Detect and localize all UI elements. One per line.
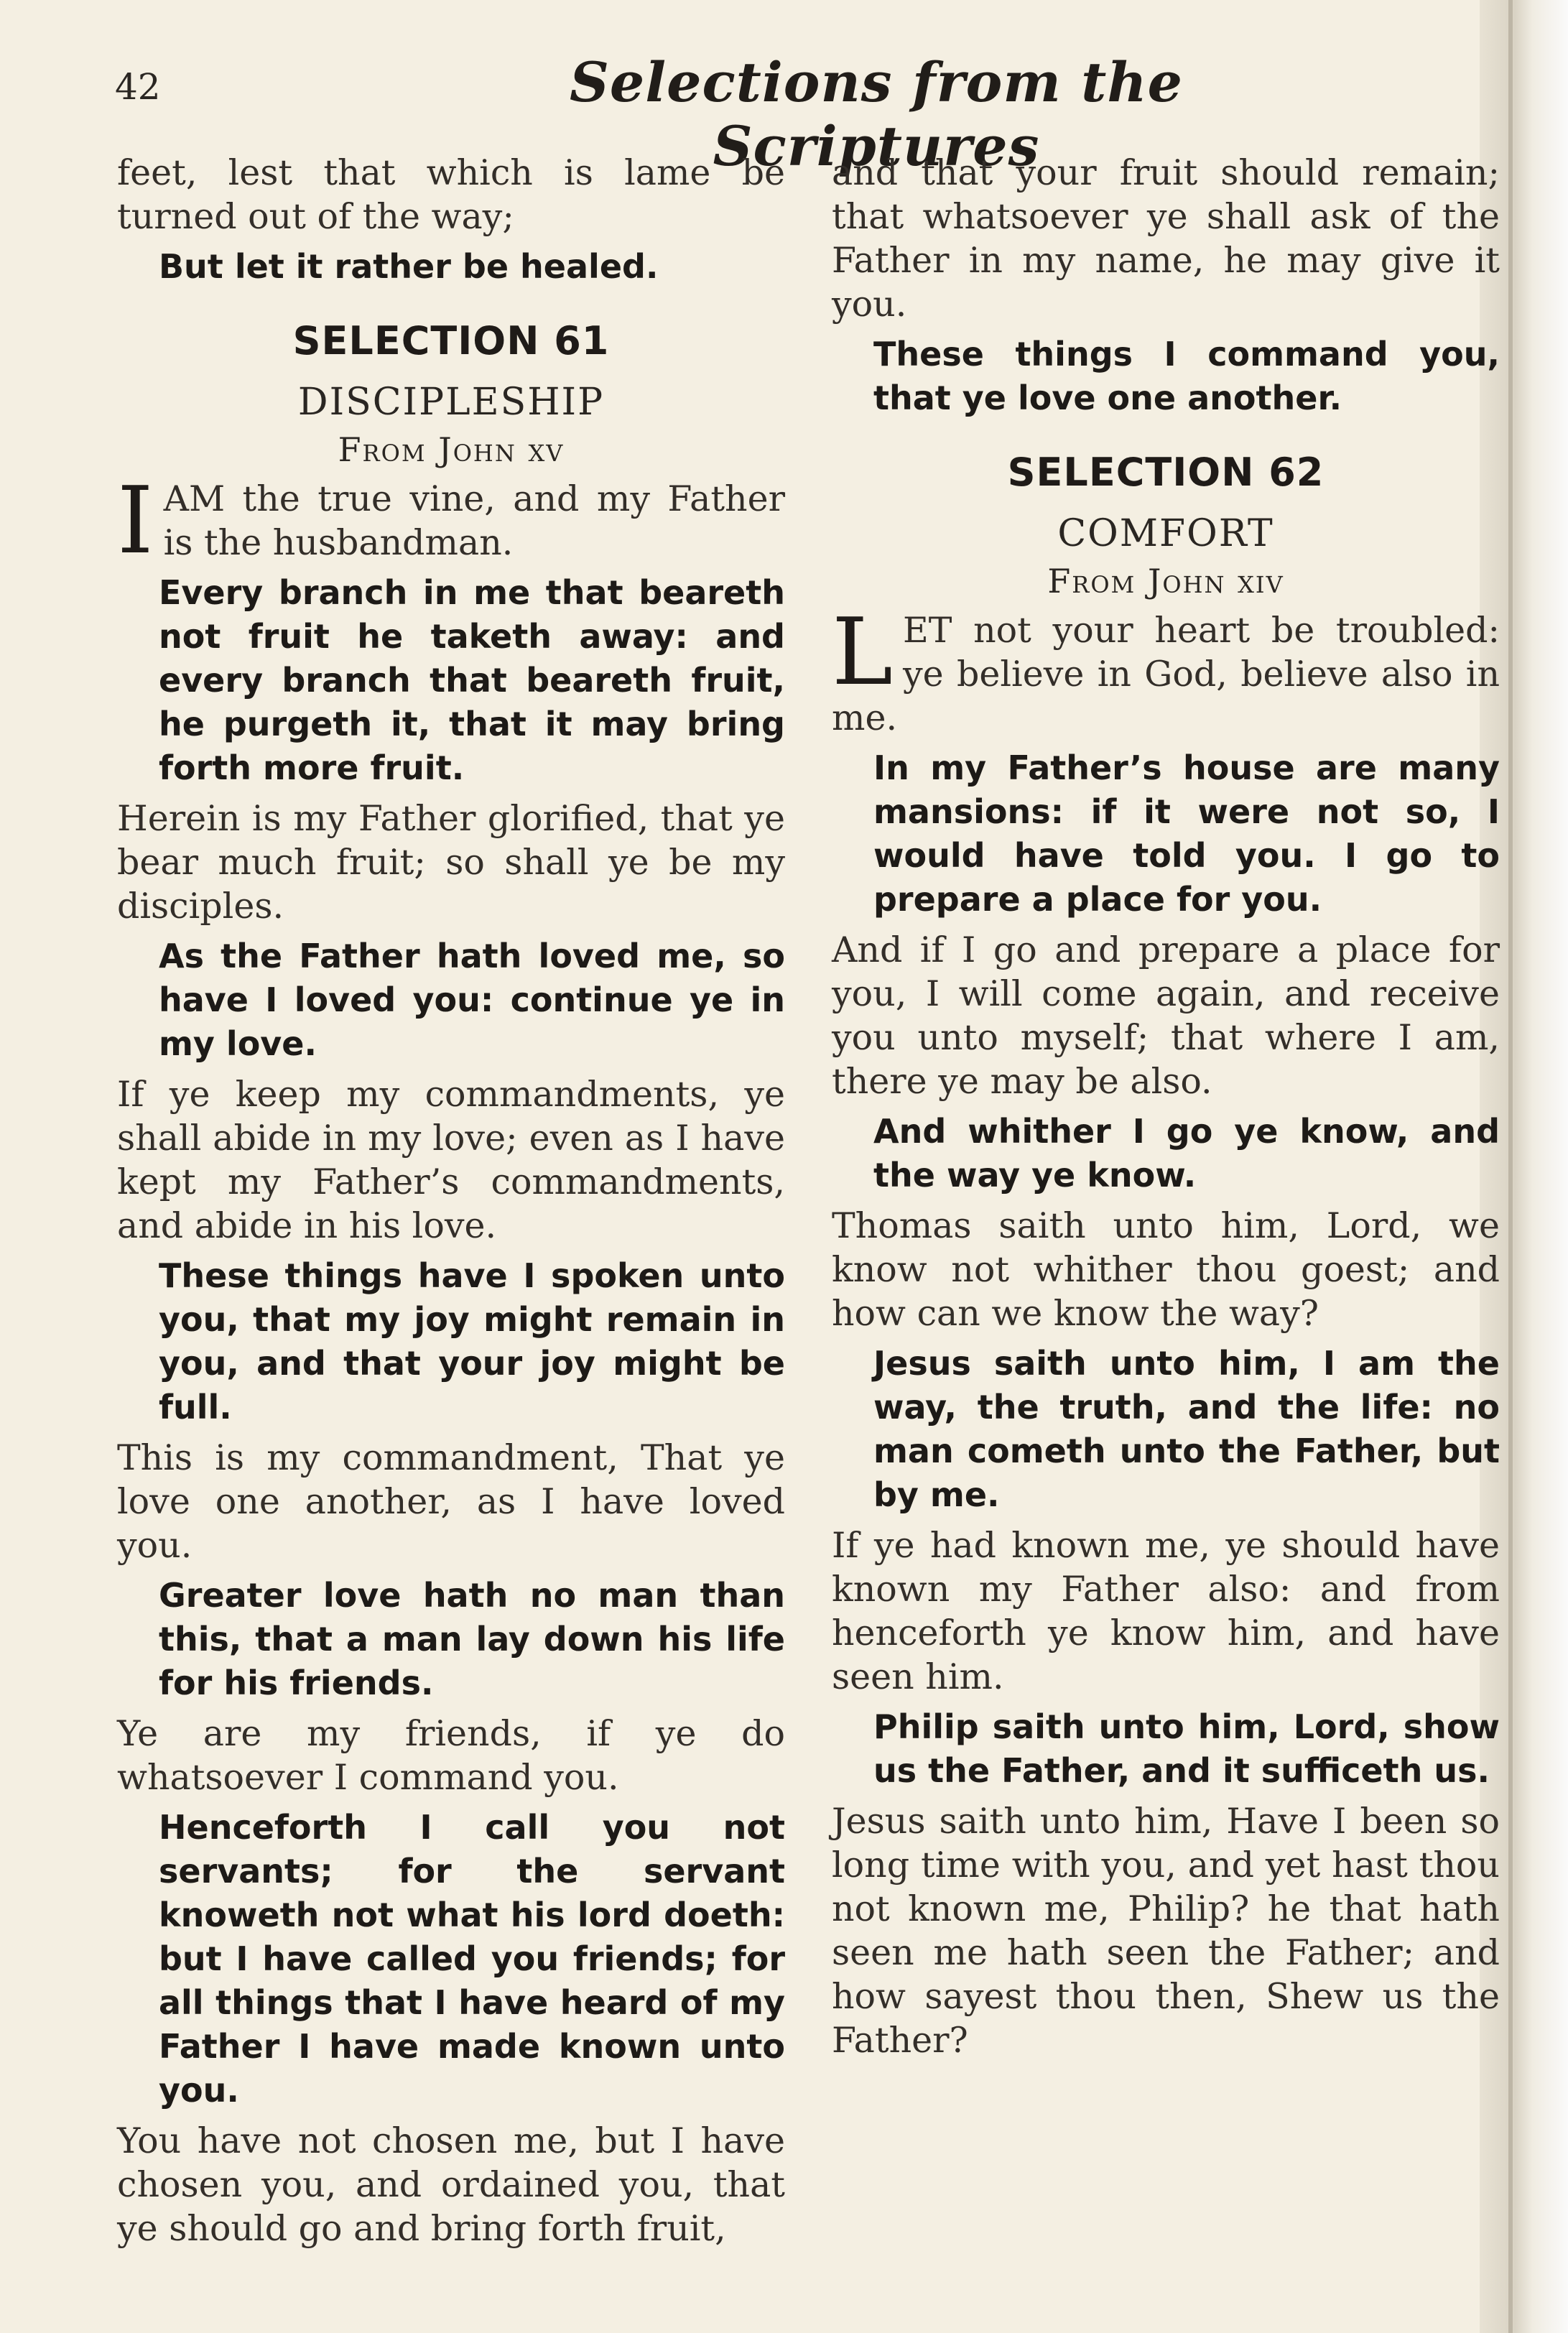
paragraph-bold: These things I command you, that ye love one another. [873,335,1500,417]
paragraph-bold: In my Father’s house are many mansions: if it were not so, I would have told you. I go to prepare a place for you. [873,748,1500,919]
dropcap-paragraph [117,468,785,575]
selection-source: From John xv [338,430,565,469]
paragraph: Ye are my friends, if ye do whatsoever I command you. [117,1713,785,1798]
paragraph-bold: Every branch in me that beareth not fruit he taketh away: and every branch that beareth fruit, he purgeth it, that it may bring forth more fruit. [159,573,785,787]
paragraph-bold: And whither I go ye know, and the way ye know. [873,1112,1500,1195]
paragraph-bold: Greater love hath no man than this, that a man lay down his life for his friends. [159,1576,785,1702]
page-header [115,50,1480,178]
selection-heading: SELECTION 62 [1007,450,1325,495]
paragraph-bold: These things have I spoken unto you, that my joy might remain in you, and that your joy might be full. [159,1256,785,1427]
paragraph: If ye had known me, ye should have known my Father also: and from henceforth ye know him, and have seen him. [832,1525,1500,1697]
paragraph: Herein is my Father glorified, that ye bear much fruit; so shall ye be my disciples. [117,798,785,927]
page-edge [1508,0,1513,2333]
running-title: Selections from the Scriptures [570,50,1183,178]
selection-title: COMFORT [1057,512,1274,555]
paragraph-bold: Philip saith unto him, Lord, show us the Father, and it sufficeth us. [873,1707,1500,1790]
paragraph-bold: Henceforth I call you not servants; for the servant knoweth not what his lord doeth: but I have called you friends; for all things that I have heard of my Father I have made known unto you. [159,1808,785,2110]
paragraph: This is my commandment, That ye love one another, as I have loved you. [117,1437,785,1566]
paragraph: Jesus saith unto him, Have I been so long time with you, and yet hast thou not known me, Philip? he that hath seen me hath seen the Father; and how sayest thou then, Shew us the Father? [832,1801,1500,2061]
paragraph: feet, lest that which is lame be turned out of the way; [117,152,785,237]
paragraph: And if I go and prepare a place for you, I will come again, and receive you unto myself; that where I am, there ye may be also. [832,929,1500,1102]
paragraph: and that your fruit should remain; that whatsoever ye shall ask of the Father in my name, he may give it you. [832,152,1500,325]
selection-title: DISCIPLESHIP [297,381,605,424]
paragraph-text: ET not your heart be troubled: ye believe in God, believe also in me. [832,610,1500,738]
right-column [832,151,1500,2069]
dropcap-paragraph [832,599,1500,740]
selection-source: From John xiv [1047,562,1284,600]
paragraph-bold: Jesus saith unto him, I am the way, the truth, and the life: no man cometh unto the Father, but by me. [873,1344,1500,1514]
selection-heading: SELECTION 61 [292,318,610,363]
drop-cap: L [832,599,893,706]
paragraph-bold: As the Father hath loved me, so have I loved you: continue ye in my love. [159,937,785,1063]
paragraph: If ye keep my commandments, ye shall abide in my love; even as I have kept my Father’s commandments, and abide in his love. [117,1074,785,1246]
paragraph: Thomas saith unto him, Lord, we know not whither thou goest; and how can we know the way? [832,1205,1500,1334]
paragraph-bold: But let it rather be healed. [159,247,659,286]
paragraph-text: AM the true vine, and my Father is the husbandman. [163,478,785,563]
left-column [117,151,785,2257]
paragraph: You have not chosen me, but I have chosen you, and ordained you, that ye should go and bring forth fruit, [117,2120,785,2249]
page-number: 42 [115,66,161,108]
drop-cap: I [117,468,154,575]
